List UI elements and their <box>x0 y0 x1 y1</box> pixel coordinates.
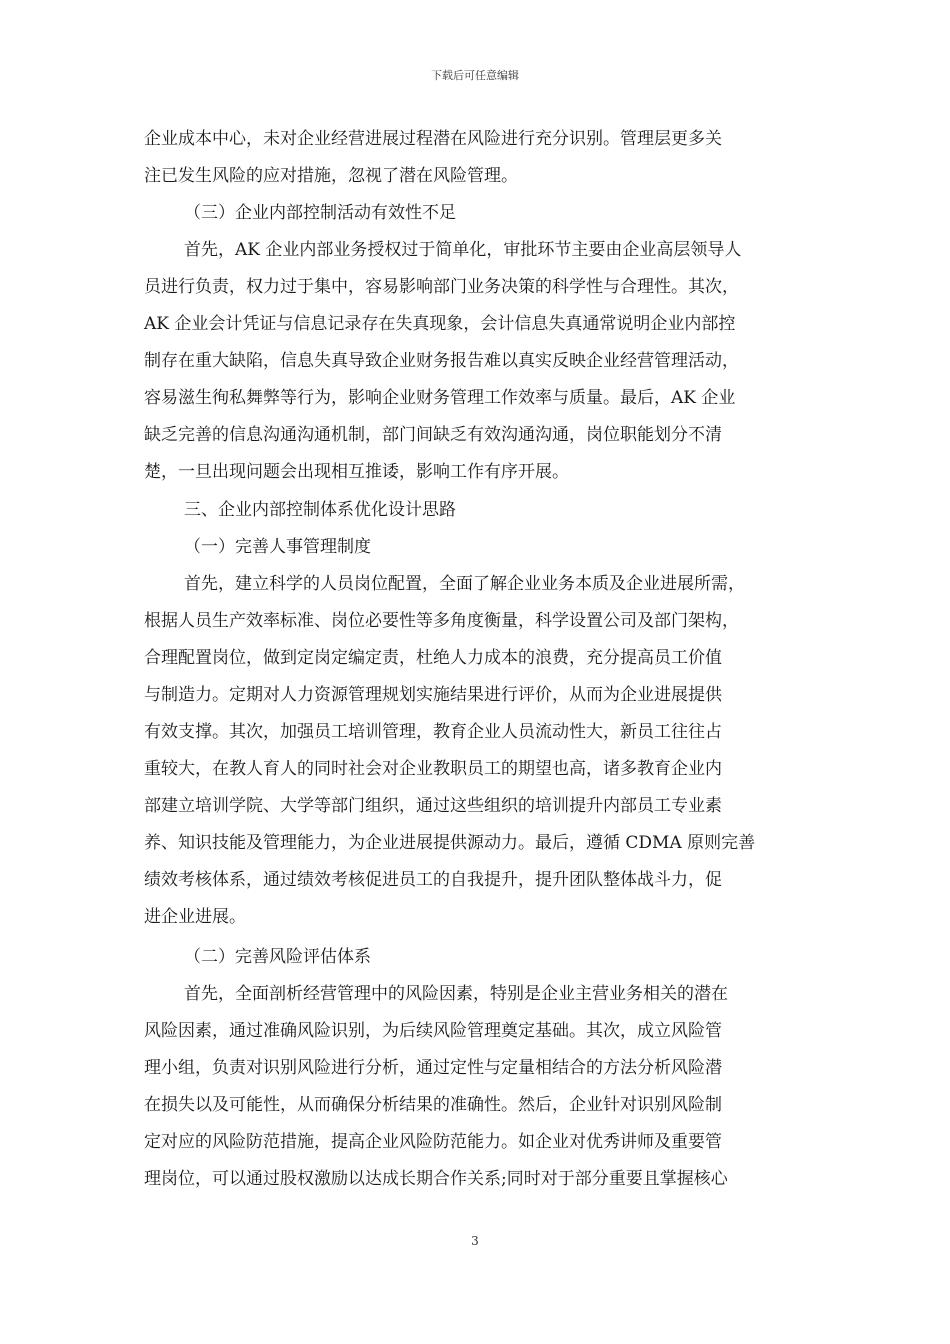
section-heading: 三、企业内部控制体系优化设计思路 <box>184 500 456 520</box>
body-line: 风险因素，通过准确风险识别，为后续风险管理奠定基础。其次，成立风险管 <box>144 1021 722 1041</box>
body-line: 制存在重大缺陷，信息失真导致企业财务报告难以真实反映企业经营管理活动， <box>144 351 739 371</box>
body-line: 首先，建立科学的人员岗位配置，全面了解企业业务本质及企业进展所需， <box>184 574 745 594</box>
body-line: 缺乏完善的信息沟通沟通机制，部门间缺乏有效沟通沟通，岗位职能划分不清 <box>144 425 722 445</box>
body-line: 养、知识技能及管理能力，为企业进展提供源动力。最后，遵循 CDMA 原则完善 <box>144 833 756 853</box>
page-number: 3 <box>471 1234 479 1248</box>
body-line: 理岗位，可以通过股权激励以达成长期合作关系;同时对于部分重要且掌握核心 <box>144 1169 728 1189</box>
body-line: 理小组，负责对识别风险进行分析，通过定性与定量相结合的方法分析风险潜 <box>144 1058 722 1078</box>
body-line: 注已发生风险的应对措施，忽视了潜在风险管理。 <box>144 166 518 186</box>
body-line: AK 企业会计凭证与信息记录存在失真现象，会计信息失真通常说明企业内部控 <box>144 314 736 334</box>
body-line: 合理配置岗位，做到定岗定编定责，杜绝人力成本的浪费，充分提高员工价值 <box>144 648 722 668</box>
body-line: 首先，全面剖析经营管理中的风险因素，特别是企业主营业务相关的潜在 <box>184 984 728 1004</box>
body-line: 根据人员生产效率标准、岗位必要性等多角度衡量，科学设置公司及部门架构， <box>144 611 739 631</box>
body-line: 有效支撑。其次，加强员工培训管理，教育企业人员流动性大，新员工往往占 <box>144 722 722 742</box>
section-heading: （一）完善人事管理制度 <box>184 537 371 557</box>
body-line: 定对应的风险防范措施，提高企业风险防范能力。如企业对优秀讲师及重要管 <box>144 1132 722 1152</box>
body-line: 与制造力。定期对人力资源管理规划实施结果进行评价，从而为企业进展提供 <box>144 685 722 705</box>
body-line: 进企业进展。 <box>144 907 246 927</box>
body-line: 绩效考核体系，通过绩效考核促进员工的自我提升，提升团队整体战斗力，促 <box>144 870 722 890</box>
body-line: 重较大，在教人育人的同时社会对企业教职员工的期望也高，诸多教育企业内 <box>144 759 722 779</box>
body-line: 容易滋生徇私舞弊等行为，影响企业财务管理工作效率与质量。最后，AK 企业 <box>144 388 736 408</box>
section-heading: （二）完善风险评估体系 <box>184 947 371 967</box>
page-header: 下载后可任意编辑 <box>431 69 519 82</box>
body-line: 在损失以及可能性，从而确保分析结果的准确性。然后，企业针对识别风险制 <box>144 1095 722 1115</box>
body-line: 企业成本中心，未对企业经营进展过程潜在风险进行充分识别。管理层更多关 <box>144 129 722 149</box>
section-heading: （三）企业内部控制活动有效性不足 <box>184 203 456 223</box>
body-line: 员进行负责，权力过于集中，容易影响部门业务决策的科学性与合理性。其次， <box>144 277 739 297</box>
body-line: 楚，一旦出现问题会出现相互推诿，影响工作有序开展。 <box>144 462 569 482</box>
body-line: 首先，AK 企业内部业务授权过于简单化，审批环节主要由企业高层领导人 <box>184 240 742 260</box>
body-line: 部建立培训学院、大学等部门组织，通过这些组织的培训提升内部员工专业素 <box>144 796 722 816</box>
